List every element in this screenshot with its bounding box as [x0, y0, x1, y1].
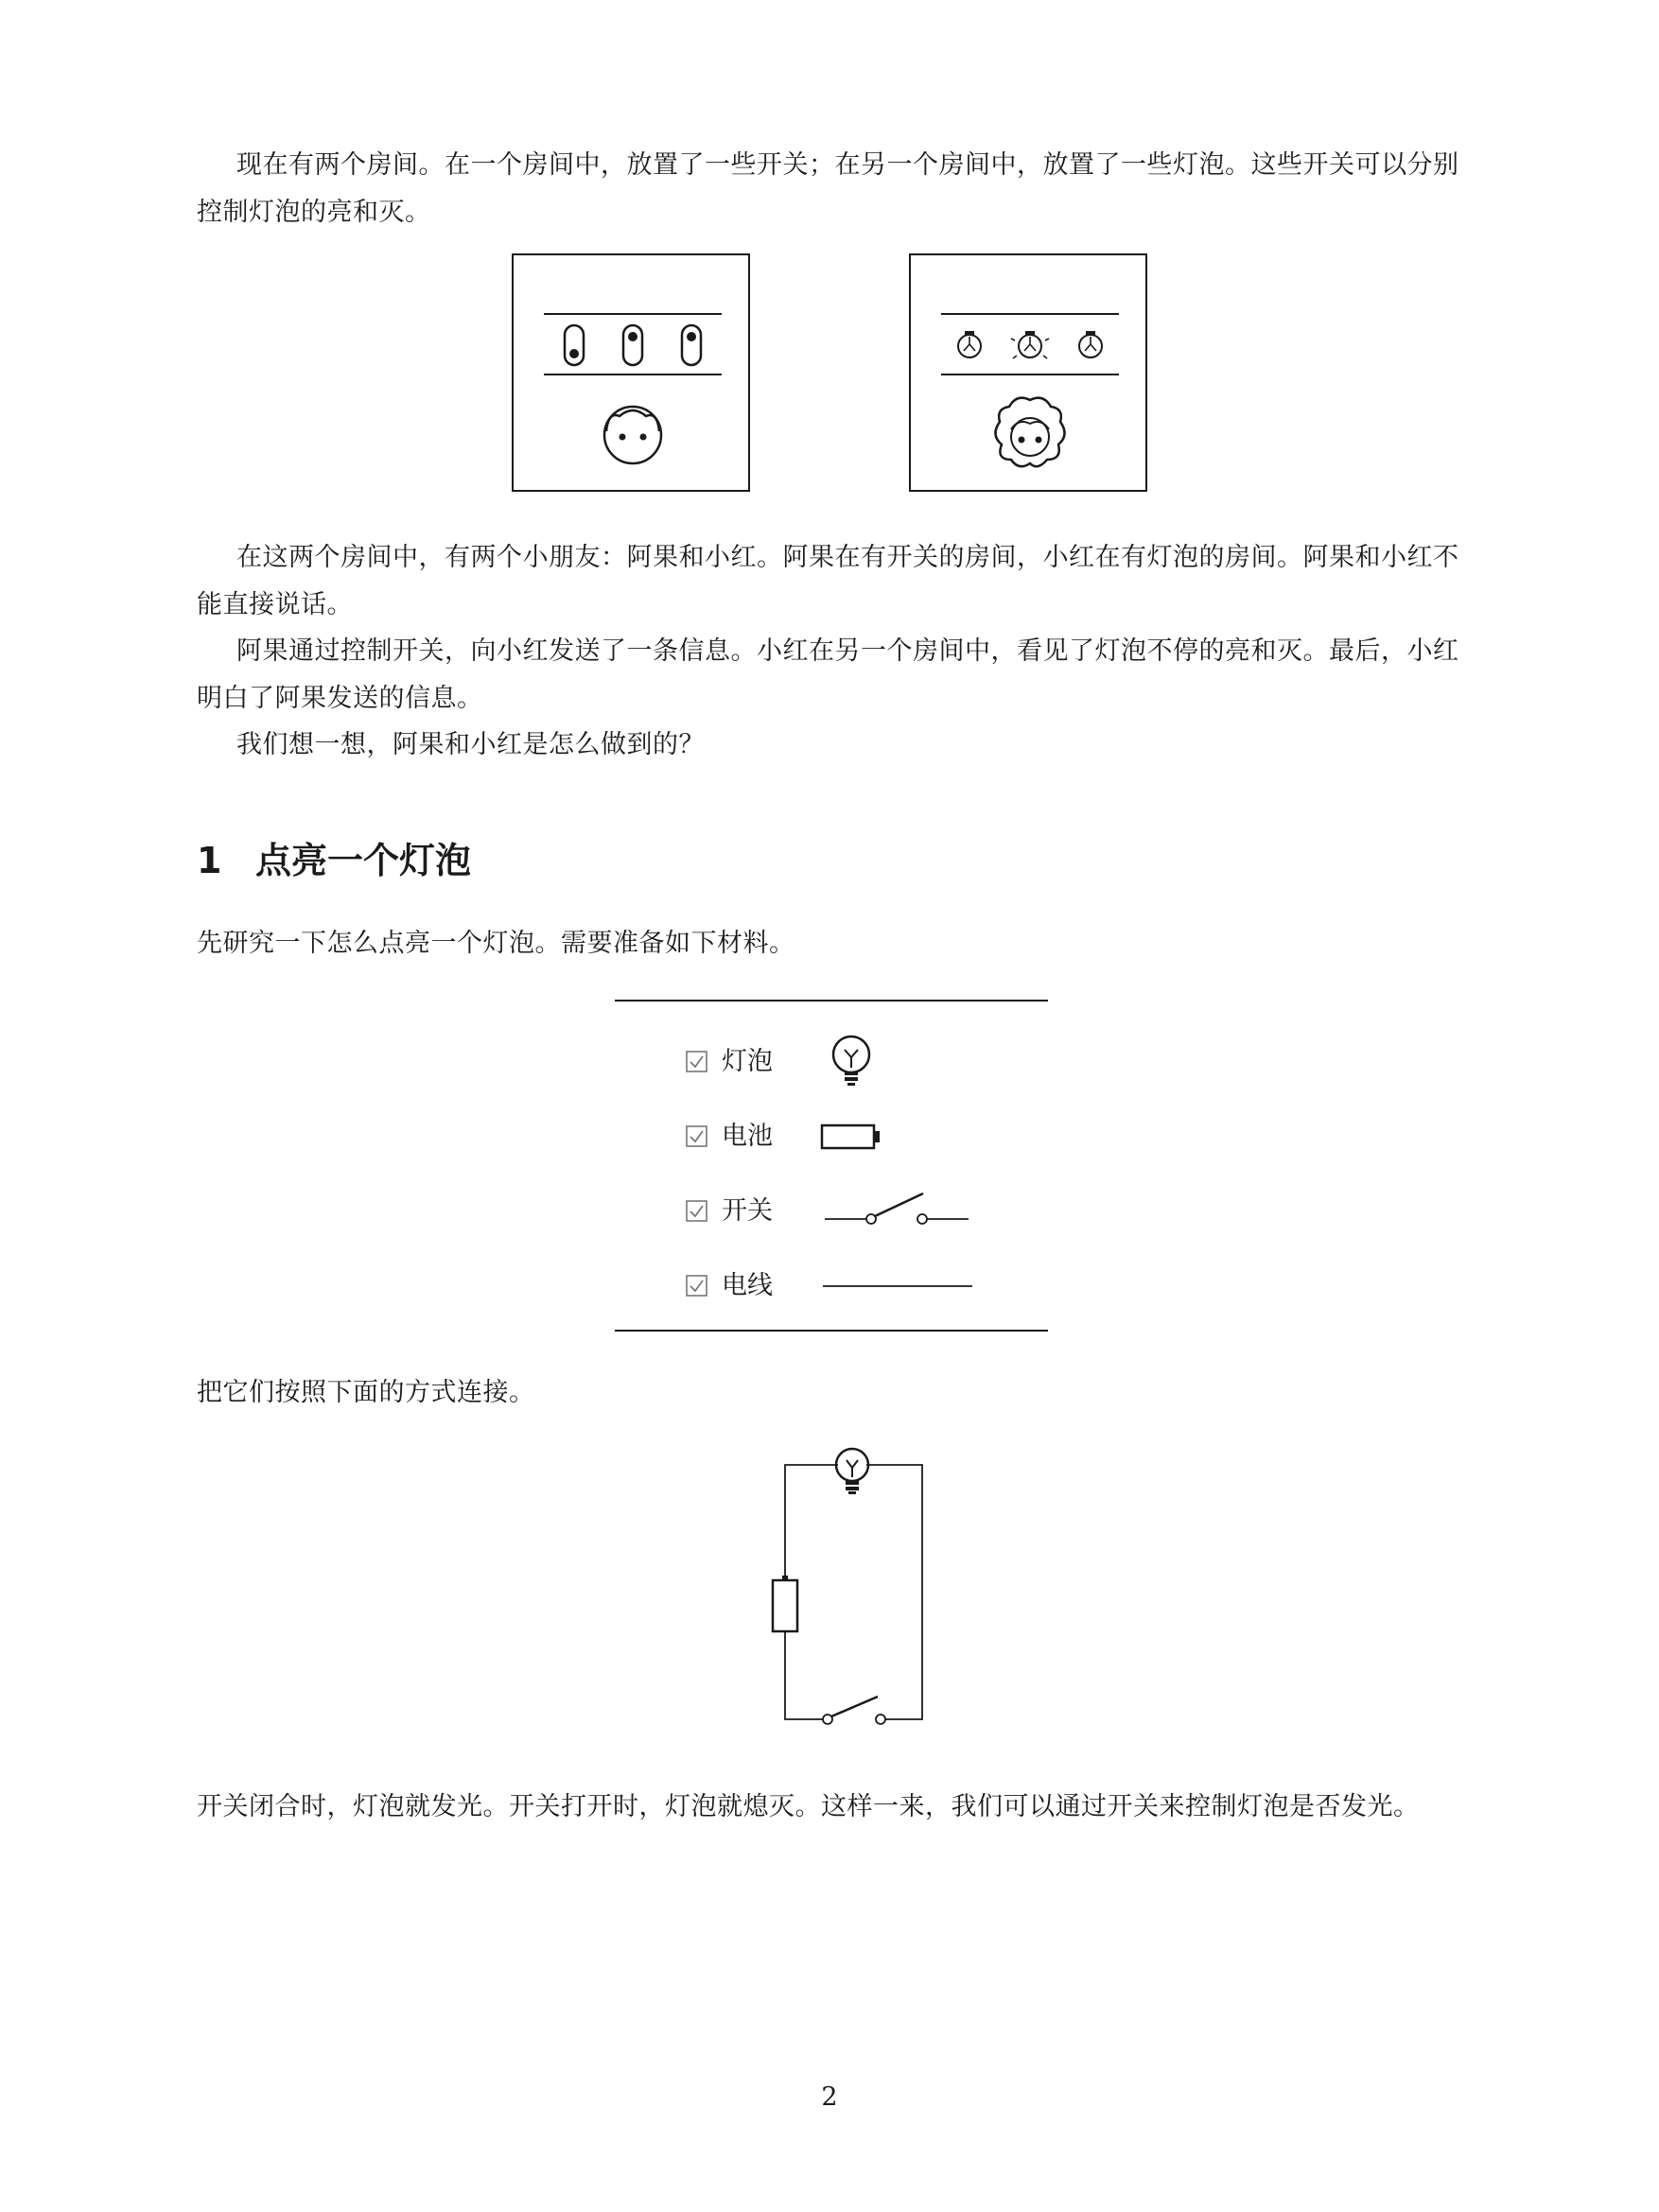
section-lead-text: 先研究一下怎么点亮一个灯泡。需要准备如下材料。 — [197, 929, 795, 958]
materials-table — [615, 1000, 1048, 1332]
checkbox-checked-icon — [686, 1051, 707, 1072]
conclusion-text: 开关闭合时，灯泡就发光。开关打开时，灯泡就熄灭。这样一来，我们可以通过开关来控制灯泡是否发光。 — [197, 1792, 1420, 1821]
battery-icon — [773, 1576, 797, 1631]
toggle-switch-icon — [623, 325, 642, 365]
section-number: 1 — [197, 840, 222, 881]
page-number: 2 — [821, 2082, 838, 2112]
lightbulb-off-icon — [1079, 331, 1102, 357]
switch-icon — [823, 1697, 885, 1724]
lightbulb-on-icon — [1011, 331, 1049, 358]
toggle-switch-icon — [682, 325, 701, 365]
material-label: 电线 — [722, 1271, 773, 1300]
intro-paragraph-3: 阿果通过控制开关，向小红发送了一条信息。小红在另一个房间中，看见了灯泡不停的亮和灭。最后，小红明白了阿果发送的信息。 — [197, 636, 1459, 713]
switch-room-figure — [512, 253, 750, 492]
intro-paragraph-4: 我们想一想，阿果和小红是怎么做到的？ — [236, 730, 705, 759]
lightbulb-icon — [836, 1449, 868, 1494]
material-label: 电池 — [722, 1122, 773, 1151]
section-title: 点亮一个灯泡 — [255, 840, 472, 881]
bulb-room-figure — [909, 253, 1147, 492]
boy-face-icon — [604, 407, 661, 463]
material-row-battery — [615, 1108, 1048, 1165]
switch-icon — [825, 1183, 976, 1240]
material-row-switch — [615, 1183, 1048, 1240]
material-label: 开关 — [722, 1196, 773, 1226]
lightbulb-off-icon — [958, 331, 981, 357]
intro-paragraph-2: 在这两个房间中，有两个小朋友：阿果和小红。阿果在有开关的房间，小红在有灯泡的房间。阿果和小红不能直接说话。 — [197, 543, 1459, 619]
checkbox-checked-icon — [686, 1200, 707, 1222]
checkbox-checked-icon — [686, 1125, 707, 1147]
checkbox-checked-icon — [686, 1275, 707, 1297]
girl-face-icon — [995, 398, 1064, 467]
lightbulb-icon — [818, 1034, 884, 1090]
material-label: 灯泡 — [722, 1047, 773, 1076]
intro-paragraph-1: 现在有两个房间。在一个房间中，放置了一些开关；在另一个房间中，放置了一些灯泡。这些开关可以分别控制灯泡的亮和灭。 — [197, 150, 1459, 227]
material-row-wire — [615, 1258, 1048, 1315]
wire-icon — [821, 1258, 982, 1315]
toggle-switch-icon — [565, 325, 584, 365]
connect-instruction-text: 把它们按照下面的方式连接。 — [197, 1378, 535, 1407]
section-heading — [197, 832, 471, 889]
material-row-lightbulb — [615, 1034, 1048, 1090]
circuit-diagram — [757, 1445, 946, 1729]
battery-icon — [818, 1108, 894, 1165]
